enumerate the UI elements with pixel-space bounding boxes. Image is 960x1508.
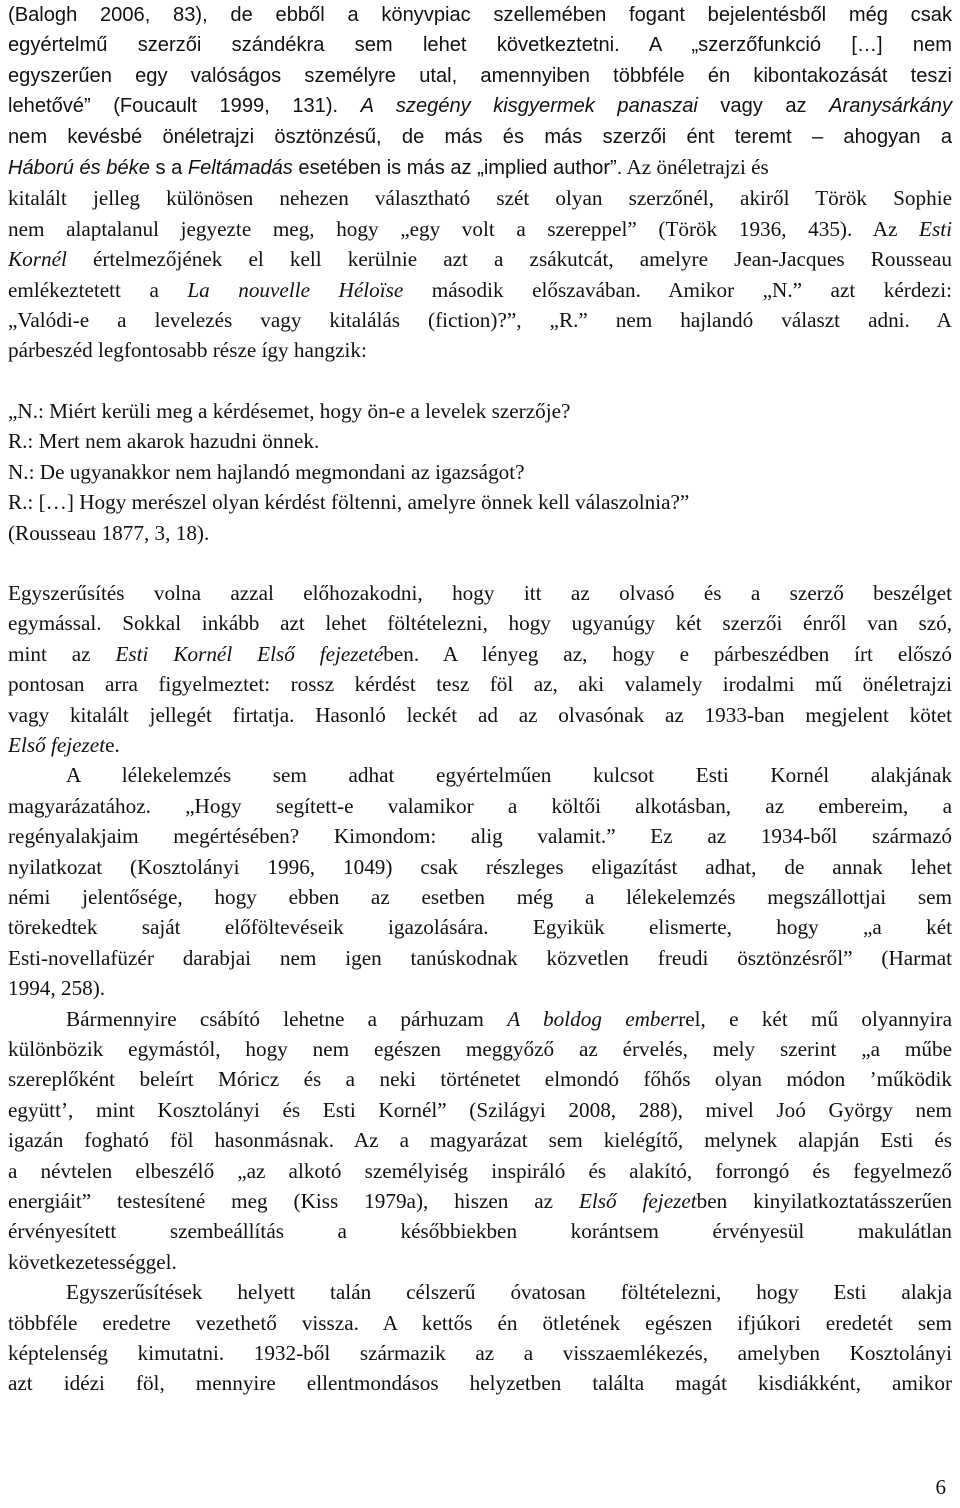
- text-line: [8, 669, 952, 699]
- italic-title: Első fejezet: [8, 732, 106, 757]
- text-run: képtelenség kimutatni. 1932-ből származik az a visszaemlékezés, amelyben Kosztolányi: [8, 1341, 952, 1366]
- text-line: [8, 943, 952, 973]
- text-line: [8, 1064, 952, 1094]
- text-run: rel, e két mű olyannyira: [678, 1006, 952, 1031]
- italic-title: Feltámadás: [187, 157, 293, 180]
- text-run: „Valódi-e a levelezés vagy kitalálás (fiction)?”, „R.” nem hajlandó választ adni. A: [8, 308, 952, 333]
- dialogue-line: N.: De ugyanakkor nem hajlandó megmondani az igazságot?: [8, 459, 525, 484]
- paragraph-origins: [8, 1277, 952, 1399]
- text-run: (Balogh 2006, 83), de ebből a könyvpiac szellemében fogant bejelentésből még csak: [8, 4, 952, 26]
- intro-paragraph-sans: [8, 0, 952, 183]
- text-run: Egyszerűsítés volna azzal előhozakodni, hogy itt az olvasó és a szerző beszélget: [8, 580, 952, 605]
- dialogue-line: „N.: Miért kerüli meg a kérdésemet, hogy ön-e a levelek szerzője?: [8, 398, 571, 423]
- text-line: [8, 791, 952, 821]
- text-run: Bármennyire csábító lehetne a párhuzam: [66, 1006, 508, 1031]
- text-line: [8, 1034, 952, 1064]
- text-run: energiáit” testesítené meg (Kiss 1979a), hiszen az: [8, 1189, 579, 1214]
- text-line: [8, 305, 952, 335]
- italic-title: La nouvelle Héloïse: [187, 277, 404, 302]
- text-line: [8, 730, 952, 760]
- text-run: azt idézi föl, mennyire ellentmondásos helyzetben találta magát kisdiákként, amikor: [8, 1371, 952, 1396]
- text-line: [8, 578, 952, 608]
- text-line: [8, 244, 952, 274]
- paragraph-rousseau: [8, 183, 952, 365]
- text-run: nem alaptalanul jegyezte meg, hogy „egy volt a szereppel” (Török 1936, 435). Az: [8, 216, 920, 241]
- italic-title: Esti: [919, 216, 952, 241]
- text-line: [8, 1368, 952, 1398]
- document-page: [8, 0, 952, 1399]
- text-line: [8, 700, 952, 730]
- dialogue-line: (Rousseau 1877, 3, 18).: [8, 520, 210, 545]
- spacer: [8, 548, 952, 578]
- italic-title: A boldog ember: [507, 1006, 679, 1031]
- text-run: többféle eredetre vezethető vissza. A kettős én ötletének egészen ifjúkori eredetét sem: [8, 1310, 952, 1335]
- text-run: vagy kitalált jellegét firtatja. Hasonló leckét ad az olvasónak az 1933-ban megjelent kötet: [8, 702, 952, 727]
- text-line: [8, 91, 952, 121]
- text-line: [8, 1277, 952, 1307]
- text-run: e.: [105, 732, 120, 757]
- text-run: s a: [149, 157, 188, 180]
- text-line: [8, 30, 952, 60]
- text-line: [8, 122, 952, 152]
- text-line: [8, 1247, 952, 1277]
- text-run: vagy az: [697, 95, 830, 118]
- text-run: Esti-novellafüzér darabjai nem igen tanúskodnak közvetlen freudi ösztönzésről” (Harmat: [8, 945, 952, 970]
- text-run: némi jelentősége, hogy ebben az esetben még a lélekelemzés megszállottjai sem: [8, 884, 952, 909]
- text-run: magyarázatához. „Hogy segített-e valamikor a költői alkotásban, az embereim, a: [8, 793, 952, 818]
- text-line: [8, 152, 952, 183]
- text-run: szereplőként beleírt Móricz és a neki történetet elmondó főhős olyan módon ’működik: [8, 1067, 952, 1092]
- text-line: [8, 852, 952, 882]
- text-run: Az önéletrajzi és: [622, 155, 769, 180]
- text-line: [8, 1095, 952, 1125]
- text-line: [8, 61, 952, 91]
- spacer: [8, 366, 952, 396]
- italic-title: A szegény kisgyermek panaszai: [360, 95, 698, 118]
- dialogue-line: R.: […] Hogy merészel olyan kérdést föltenni, amelyre önnek kell válaszolnia?”: [8, 490, 690, 515]
- text-run: nem kevésbé önéletrajzi ösztönzésű, de más és más szerzői ént teremt – ahogyan a: [8, 125, 952, 148]
- italic-title: Esti Kornél Első fejezeté: [115, 641, 384, 666]
- text-run: Egyszerűsítések helyett talán célszerű óvatosan föltételezni, hogy Esti alakja: [66, 1280, 952, 1305]
- text-run: igazán fogható föl hasonmásnak. Az a magyarázat sem kielégítő, melynek alapján Esti és: [8, 1128, 952, 1153]
- text-line: [8, 183, 952, 213]
- text-line: [8, 973, 952, 1003]
- text-run: pontosan arra figyelmeztet: rossz kérdést tesz föl az, aki valamely irodalmi mű önéletrajzi: [8, 672, 952, 697]
- text-run: ben. A lényeg az, hogy e párbeszédben írt előszó: [383, 641, 952, 666]
- text-line: [8, 1338, 952, 1368]
- text-run: lehetővé” (Foucault 1999, 131).: [8, 95, 361, 118]
- text-run: különbözik egymástól, hogy nem egészen meggyőző az érvelés, mely szerint „a műbe: [8, 1037, 952, 1061]
- italic-title: Háború és béke: [8, 157, 150, 180]
- text-line: [8, 1125, 952, 1155]
- text-run: érvényesített szembeállítás a későbbiekben korántsem érvényesül makulátlan: [8, 1219, 952, 1244]
- italic-title: Kornél: [8, 247, 67, 272]
- paragraph-boldog-ember: [8, 1004, 952, 1278]
- text-run: a névtelen elbeszélő „az alkotó személyiség inspiráló és alakító, forrongó és fegyelmező: [8, 1158, 952, 1183]
- text-line: [8, 1156, 952, 1186]
- text-line: [8, 912, 952, 942]
- text-line: [8, 608, 952, 638]
- text-run: emlékeztetett a: [8, 277, 188, 302]
- text-line: [8, 214, 952, 244]
- text-run: törekedtek saját előföltevéseik igazolására. Egyikük elismerte, hogy „a két: [8, 915, 952, 940]
- text-line: [8, 760, 952, 790]
- text-run: értelmezőjének el kell kerülnie azt a zsákutcát, amelyre Jean-Jacques Rousseau: [66, 247, 952, 272]
- text-line: [8, 1216, 952, 1246]
- paragraph-simplification: [8, 578, 952, 760]
- text-line: [8, 275, 952, 305]
- text-run: együtt’, mint Kosztolányi és Esti Kornél” (Szilágyi 2008, 288), mivel Joó György nem: [8, 1097, 952, 1122]
- text-line: [8, 821, 952, 851]
- text-line: [8, 335, 952, 365]
- text-run: esetében is más az „implied author”.: [292, 157, 623, 180]
- text-line: [8, 882, 952, 912]
- text-run: nyilatkozat (Kosztolányi 1996, 1049) csak részleges eligazítást adhat, de annak lehet: [8, 854, 952, 879]
- text-run: regényalakjaim megértésében? Kimondom: alig valamit.” Ez az 1934-ből származó: [8, 824, 952, 849]
- text-line: [8, 1308, 952, 1338]
- text-line: [8, 0, 952, 30]
- italic-title: Első fejezet: [578, 1189, 697, 1214]
- dialogue-line: R.: Mert nem akarok hazudni önnek.: [8, 429, 320, 454]
- text-run: következetességgel.: [8, 1249, 177, 1274]
- italic-title: Aranysárkány: [829, 95, 952, 118]
- text-line: [8, 1186, 952, 1216]
- text-run: második előszavában. Amikor „N.” azt kérdezi:: [403, 277, 952, 302]
- paragraph-psychoanalysis: [8, 760, 952, 1003]
- text-run: egyszerűen egy valóságos személyre utal, amennyiben többféle én kibontakozását teszi: [8, 64, 952, 87]
- text-run: mint az: [8, 641, 116, 666]
- text-run: kitalált jelleg különösen nehezen választható szét olyan szerzőnél, akiről Török Sophie: [8, 186, 952, 211]
- page-number: 6: [935, 1475, 946, 1499]
- text-run: egyértelmű szerzői szándékra sem lehet következtetni. A „szerzőfunkció […] nem: [8, 34, 952, 57]
- text-line: [8, 639, 952, 669]
- text-run: 1994, 258).: [8, 976, 106, 1001]
- text-run: ben kinyilatkoztatásszerűen: [696, 1189, 952, 1214]
- text-line: [8, 1004, 952, 1034]
- text-run: párbeszéd legfontosabb része így hangzik:: [8, 338, 367, 363]
- text-run: egymással. Sokkal inkább azt lehet föltételezni, hogy ugyanúgy két szerzői énről van szó,: [8, 611, 952, 636]
- quoted-dialogue: [8, 396, 952, 548]
- text-run: A lélekelemzés sem adhat egyértelműen kulcsot Esti Kornél alakjának: [66, 763, 952, 788]
